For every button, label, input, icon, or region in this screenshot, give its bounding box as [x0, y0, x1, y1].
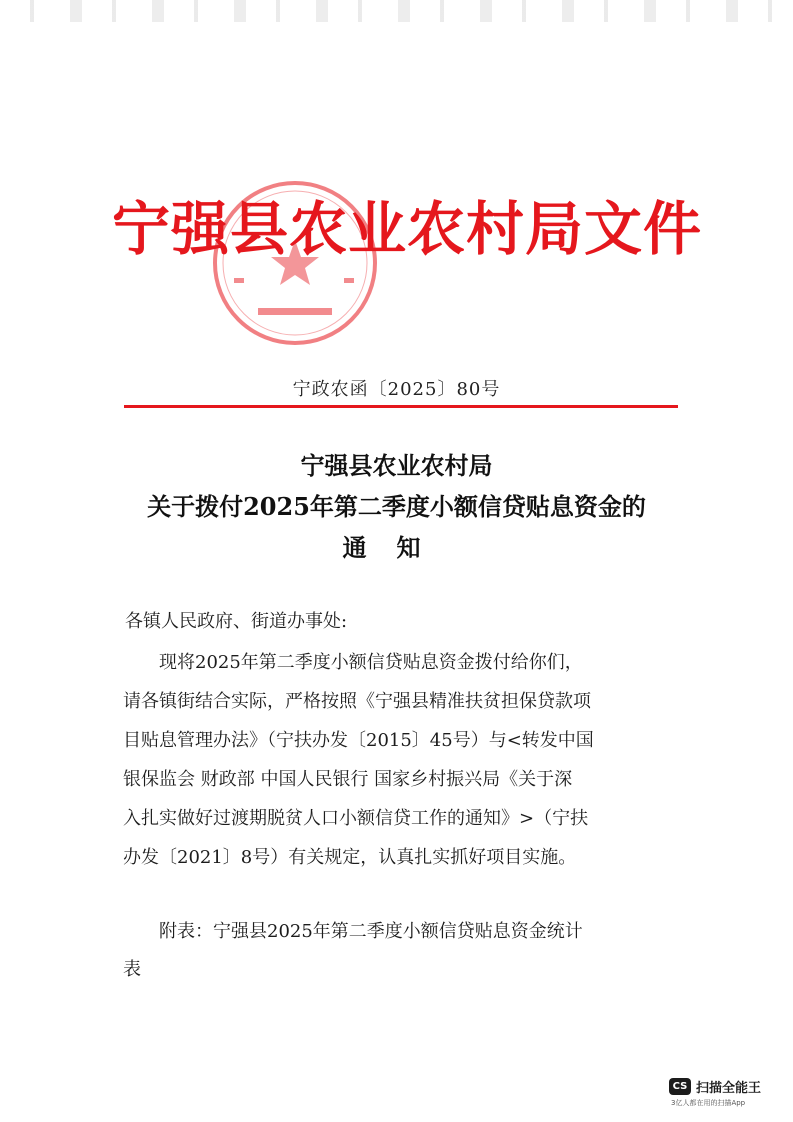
seal-arc-mark-2 — [344, 278, 354, 283]
body-line: 目贴息管理办法》（宁扶办发〔2015〕45号）与<转发中国 — [123, 730, 594, 751]
camscanner-logo-icon: CS — [669, 1078, 691, 1095]
notice-title-line-1: 宁强县农业农村局 — [300, 451, 493, 480]
body-line: 请各镇街结合实际，严格按照《宁强县精准扶贫担保贷款项 — [123, 691, 591, 712]
attachment-line-1: 附表：宁强县2025年第二季度小额信贷贴息资金统计 — [123, 921, 583, 942]
body-line: 银保监会 财政部 中国人民银行 国家乡村振兴局《关于深 — [123, 769, 573, 790]
attachment-note — [123, 913, 671, 989]
scan-noise-strip — [0, 0, 793, 22]
notice-title-line-2: 关于拨付2025年第二季度小额信贷贴息资金的 — [147, 492, 646, 521]
seal-arc-mark-1 — [234, 278, 244, 283]
body-paragraph — [123, 643, 671, 877]
red-divider-line — [124, 405, 678, 408]
body-line: 现将2025年第二季度小额信贷贴息资金拨付给你们， — [123, 652, 583, 673]
scanner-watermark — [669, 1077, 779, 1108]
notice-title — [0, 445, 793, 568]
watermark-tagline: 3亿人都在用的扫描App — [671, 1099, 746, 1107]
watermark-brand-row — [669, 1077, 779, 1096]
issuer-header-title: 宁强县农业农村局文件 — [112, 195, 703, 263]
seal-bottom-band — [258, 308, 332, 315]
attachment-line-2: 表 — [123, 959, 141, 980]
watermark-app-name: 扫描全能王 — [696, 1081, 762, 1096]
document-number: 宁政农函〔2025〕80号 — [292, 379, 501, 400]
notice-title-line-3: 通知 — [342, 533, 451, 562]
body-line: 入扎实做好过渡期脱贫人口小额信贷工作的通知》>（宁扶 — [123, 808, 589, 829]
body-line: 办发〔2021〕8号）有关规定，认真扎实抓好项目实施。 — [123, 847, 577, 868]
salutation: 各镇人民政府、街道办事处: — [125, 611, 348, 632]
